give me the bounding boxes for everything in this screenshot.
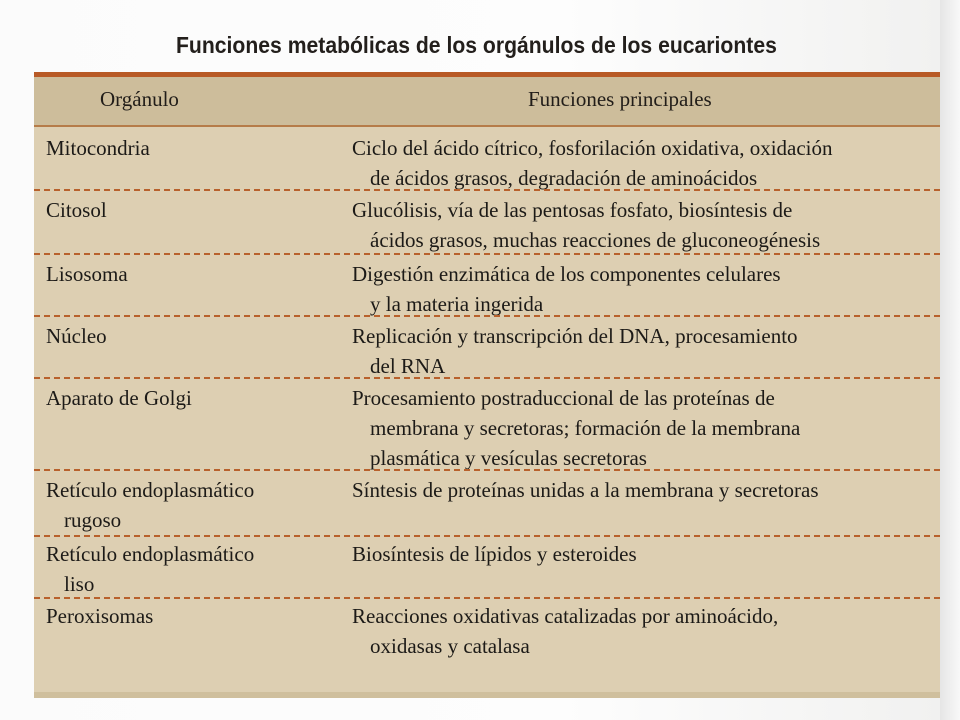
organelle-functions: Replicación y transcripción del DNA, procesamiento del RNA [352,324,798,378]
table-row [34,537,940,597]
table-row [34,379,940,469]
column-header-functions: Funciones principales [528,87,712,111]
organelle-name: Peroxisomas [46,604,154,628]
table-row [34,317,940,377]
organelle-functions: Síntesis de proteínas unidas a la membrana y secretoras [352,478,819,502]
table-row [34,255,940,315]
table-bottom-band [34,692,940,698]
organelle-functions: Biosíntesis de lípidos y esteroides [352,542,637,566]
organelle-functions: Reacciones oxidativas catalizadas por aminoácido, oxidasas y catalasa [352,604,779,658]
page-title: Funciones metabólicas de los orgánulos de los eucariontes [176,32,777,58]
column-header-organelle: Orgánulo [100,87,179,111]
page-edge [940,0,960,720]
organelle-name: Citosol [46,198,107,222]
organelle-functions: Digestión enzimática de los componentes celulares y la materia ingerida [352,262,781,316]
organelle-name: Retículo endoplasmático liso [46,542,255,596]
organelle-name: Retículo endoplasmático rugoso [46,478,255,532]
organelle-name: Aparato de Golgi [46,386,192,410]
table-row [34,471,940,535]
organelle-name: Mitocondria [46,136,150,160]
table-row [34,191,940,253]
organelle-functions: Ciclo del ácido cítrico, fosforilación oxidativa, oxidación de ácidos grasos, degradación de aminoácidos [352,136,833,190]
organelle-functions: Glucólisis, vía de las pentosas fosfato, biosíntesis de ácidos grasos, muchas reacciones de gluconeogénesis [352,198,821,252]
organelle-name: Núcleo [46,324,107,348]
table-header [34,77,940,127]
organelle-functions-table [34,72,940,698]
organelle-name: Lisosoma [46,262,128,286]
organelle-functions: Procesamiento postraduccional de las proteínas de membrana y secretoras; formación de la membrana plasmática y vesículas secretoras [352,386,801,470]
table-row [34,599,940,679]
table-row [34,129,940,189]
